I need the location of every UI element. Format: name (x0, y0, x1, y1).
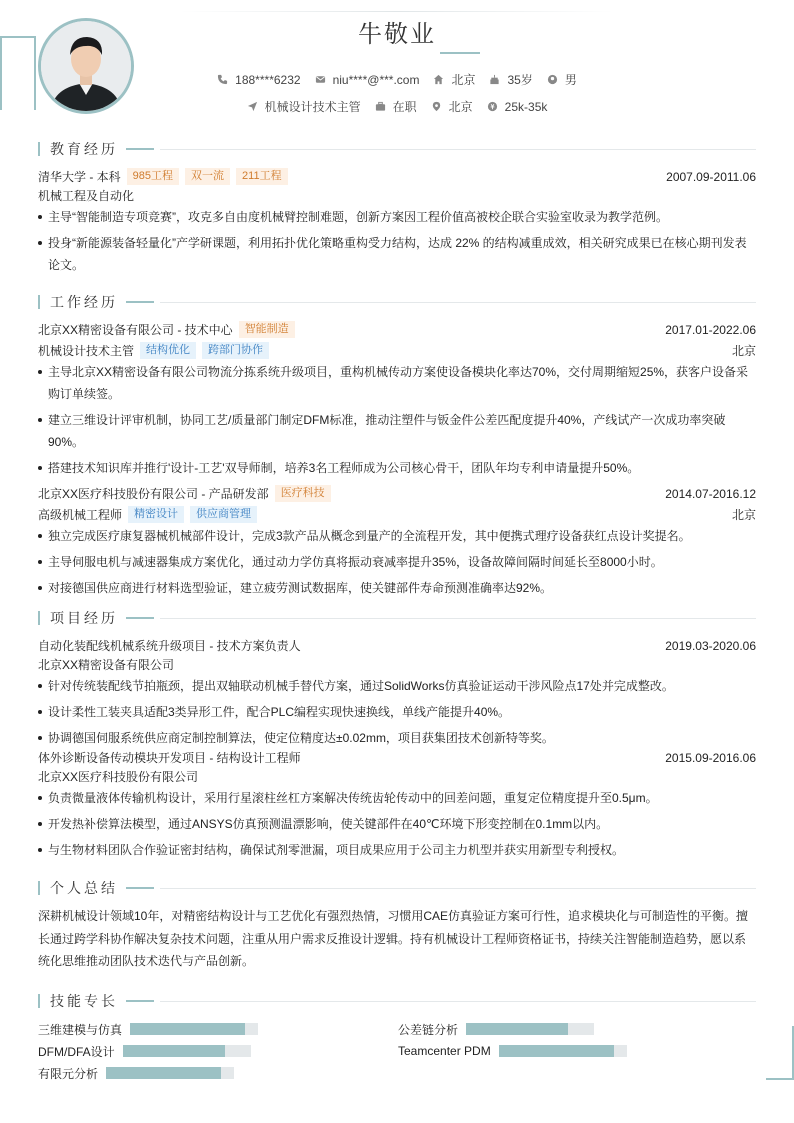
email-icon (315, 74, 326, 85)
company-tag: 医疗科技 (275, 485, 331, 502)
name-underline (440, 52, 480, 54)
email-item (315, 73, 420, 87)
list-item: 主导北京XX精密设备有限公司物流分拣系统升级项目，重构机械传动方案使设备模块化率达70%，交付周期缩短25%，获客户设备采购订单续签。 (38, 361, 756, 405)
job-header-row (38, 483, 756, 504)
skill-level-bar (123, 1045, 251, 1057)
candidate-name: 牛敬业 (358, 21, 436, 48)
job-role: 机械设计技术主管 (38, 344, 135, 358)
job-header-row (38, 319, 756, 340)
list-item: 负责微量液体传输机构设计，采用行星滚柱丝杠方案解决传统齿轮传动中的回差问题，重复定位精度提升至0.5μm。 (38, 787, 756, 809)
job-bullets (38, 361, 756, 479)
school-tag: 985工程 (127, 168, 179, 185)
skill-level-fill (466, 1023, 568, 1035)
status-item (375, 98, 417, 115)
intent-city-text: 北京 (448, 100, 473, 114)
gender-item (547, 71, 577, 88)
project-org: 北京XX医疗科技股份有限公司 (38, 770, 199, 784)
role-tag: 精密设计 (128, 506, 184, 523)
list-item: 投身“新能源装备轻量化”产学研课题，利用拓扑优化策略重构受力结构，达成 22% 的结构减重成效，相关研究成果已在核心期刊发表论文。 (38, 232, 756, 276)
section-header (38, 991, 756, 1011)
salary-item (487, 100, 548, 114)
major-name: 机械工程及自动化 (38, 189, 135, 203)
project-name: 体外诊断设备传动模块开发项目 - 结构设计工程师 (38, 751, 301, 765)
education-period: 2007.09-2011.06 (666, 169, 756, 184)
education-bullets (38, 206, 756, 276)
section-header (38, 139, 756, 159)
location-pin-icon (431, 101, 442, 112)
position-text: 机械设计技术主管 (264, 100, 361, 114)
project-header-row (38, 747, 756, 768)
skill-item (398, 1042, 627, 1060)
salary-text: 25k-35k (504, 99, 548, 114)
city-text: 北京 (451, 73, 476, 87)
list-item: 针对传统装配线节拍瓶颈，提出双轴联动机械手替代方案，通过SolidWorks仿真验证运动干涉风险点17处并完成整改。 (38, 675, 756, 697)
skill-name: 公差链分析 (398, 1022, 459, 1037)
list-item: 独立完成医疗康复器械机械部件设计，完成3款产品从概念到量产的全流程开发，其中便携式理疗设备获红点设计奖提名。 (38, 525, 756, 547)
project-bullets (38, 675, 756, 749)
skill-level-bar (466, 1023, 594, 1035)
project-bullets (38, 787, 756, 861)
city-item (433, 71, 475, 88)
corner-decoration-bottom-right (766, 1026, 794, 1080)
project-period: 2015.09-2016.06 (665, 750, 756, 765)
contact-row (0, 71, 794, 88)
role-tag: 供应商管理 (190, 506, 257, 523)
section-title: 教育经历 (50, 141, 118, 157)
job-city: 北京 (731, 344, 756, 358)
skill-level-fill (106, 1067, 221, 1079)
skill-item (38, 1042, 251, 1060)
section-header (38, 292, 756, 312)
list-item: 主导伺服电机与减速器集成方案优化，通过动力学仿真将振动衰减率提升35%，设备故障间隔时间延长至8000小时。 (38, 551, 756, 573)
major-row (38, 187, 756, 204)
job-role-row (38, 504, 756, 525)
school-name: 清华大学 - 本科 (38, 170, 121, 184)
section-header (38, 878, 756, 898)
role-tag: 结构优化 (140, 342, 196, 359)
company-name: 北京XX医疗科技股份有限公司 - 产品研发部 (38, 487, 269, 501)
section-title: 技能专长 (50, 993, 118, 1009)
project-org-row (38, 656, 756, 673)
list-item: 开发热补偿算法模型，通过ANSYS仿真预测温漂影响，使关键部件在40℃环境下形变控制在0.1mm以内。 (38, 813, 756, 835)
list-item: 协调德国伺服系统供应商定制控制算法，使定位精度达±0.02mm，项目获集团技术创新特等奖。 (38, 727, 756, 749)
summary-section (38, 878, 756, 973)
section-header (38, 608, 756, 628)
section-title: 项目经历 (50, 610, 118, 626)
project-org: 北京XX精密设备有限公司 (38, 658, 175, 672)
skill-level-bar (130, 1023, 258, 1035)
project-period: 2019.03-2020.06 (665, 638, 756, 653)
intent-city-item (431, 98, 473, 115)
education-row (38, 166, 756, 187)
project-org-row (38, 768, 756, 785)
home-icon (433, 74, 444, 85)
project-header-row (38, 635, 756, 656)
list-item: 建立三维设计评审机制，协同工艺/质量部门制定DFM标准，推动注塑件与钣金件公差匹配度提升40%，产线试产一次成功率突破90%。 (38, 409, 756, 453)
skills-section (38, 991, 756, 1011)
job-period: 2017.01-2022.06 (665, 322, 756, 337)
school-tag: 双一流 (185, 168, 230, 185)
gender-text: 男 (564, 73, 577, 87)
list-item: 与生物材料团队合作验证密封结构，确保试剂零泄漏，项目成果应用于公司主力机型并获实用新型专利授权。 (38, 839, 756, 861)
header-top-line (180, 11, 614, 12)
skill-level-fill (123, 1045, 225, 1057)
intent-row (0, 98, 794, 115)
phone-icon (217, 74, 228, 85)
list-item: 对接德国供应商进行材料选型验证，建立疲劳测试数据库，使关键部件寿命预测准确率达92%。 (38, 577, 756, 599)
list-item: 主导“智能制造专项竞赛”，攻克多自由度机械臂控制难题，创新方案因工程价值高被校企联合实验室收录为教学范例。 (38, 206, 756, 228)
job-role: 高级机械工程师 (38, 508, 123, 522)
summary-text: 深耕机械设计领域10年，对精密结构设计与工艺优化有强烈热情，习惯用CAE仿真验证方案可行性，追求模块化与可制造性的平衡。擅长通过跨学科协作解决复杂技术问题，注重从用户需求反推设计逻辑。持有机械设计工程师资格证书，持续关注智能制造趋势，愿以系统化思维推动团队技术迭代与产品创新。 (38, 909, 749, 968)
job-period: 2014.07-2016.12 (665, 486, 756, 501)
money-icon (487, 101, 498, 112)
age-item (489, 71, 532, 88)
phone-item (217, 73, 300, 87)
user-icon (547, 74, 558, 85)
skill-level-fill (499, 1045, 614, 1057)
cake-icon (489, 74, 500, 85)
work-section (38, 292, 756, 603)
skill-level-bar (499, 1045, 627, 1057)
skill-level-fill (130, 1023, 245, 1035)
position-item (247, 98, 361, 115)
skill-level-bar (106, 1067, 234, 1079)
section-title: 个人总结 (50, 880, 118, 896)
skill-name: Teamcenter PDM (398, 1044, 491, 1058)
projects-section (38, 608, 756, 865)
company-tag: 智能制造 (239, 321, 295, 338)
phone-text: 188****6232 (235, 72, 301, 87)
job-city: 北京 (731, 508, 756, 522)
skill-item (398, 1020, 594, 1038)
skill-item (38, 1064, 234, 1082)
section-title: 工作经历 (50, 294, 118, 310)
skill-item (38, 1020, 258, 1038)
list-item: 搭建技术知识库并推行'设计-工艺'双导师制，培养3名工程师成为公司核心骨干，团队年均专利申请量提升50%。 (38, 457, 756, 479)
job-bullets (38, 525, 756, 599)
education-section (38, 139, 756, 280)
list-item: 设计柔性工装夹具适配3类异形工件，配合PLC编程实现快速换线，单线产能提升40%。 (38, 701, 756, 723)
send-icon (247, 101, 258, 112)
status-text: 在职 (392, 100, 417, 114)
briefcase-icon (375, 101, 386, 112)
project-name: 自动化装配线机械系统升级项目 - 技术方案负责人 (38, 639, 301, 653)
company-name: 北京XX精密设备有限公司 - 技术中心 (38, 323, 233, 337)
skill-name: DFM/DFA设计 (38, 1044, 115, 1059)
role-tag: 跨部门协作 (202, 342, 269, 359)
age-text: 35岁 (507, 73, 533, 87)
job-role-row (38, 340, 756, 361)
skill-name: 三维建模与仿真 (38, 1022, 123, 1037)
email-text: niu****@***.com (332, 72, 420, 87)
skill-name: 有限元分析 (38, 1066, 99, 1081)
school-tag: 211工程 (236, 168, 288, 185)
